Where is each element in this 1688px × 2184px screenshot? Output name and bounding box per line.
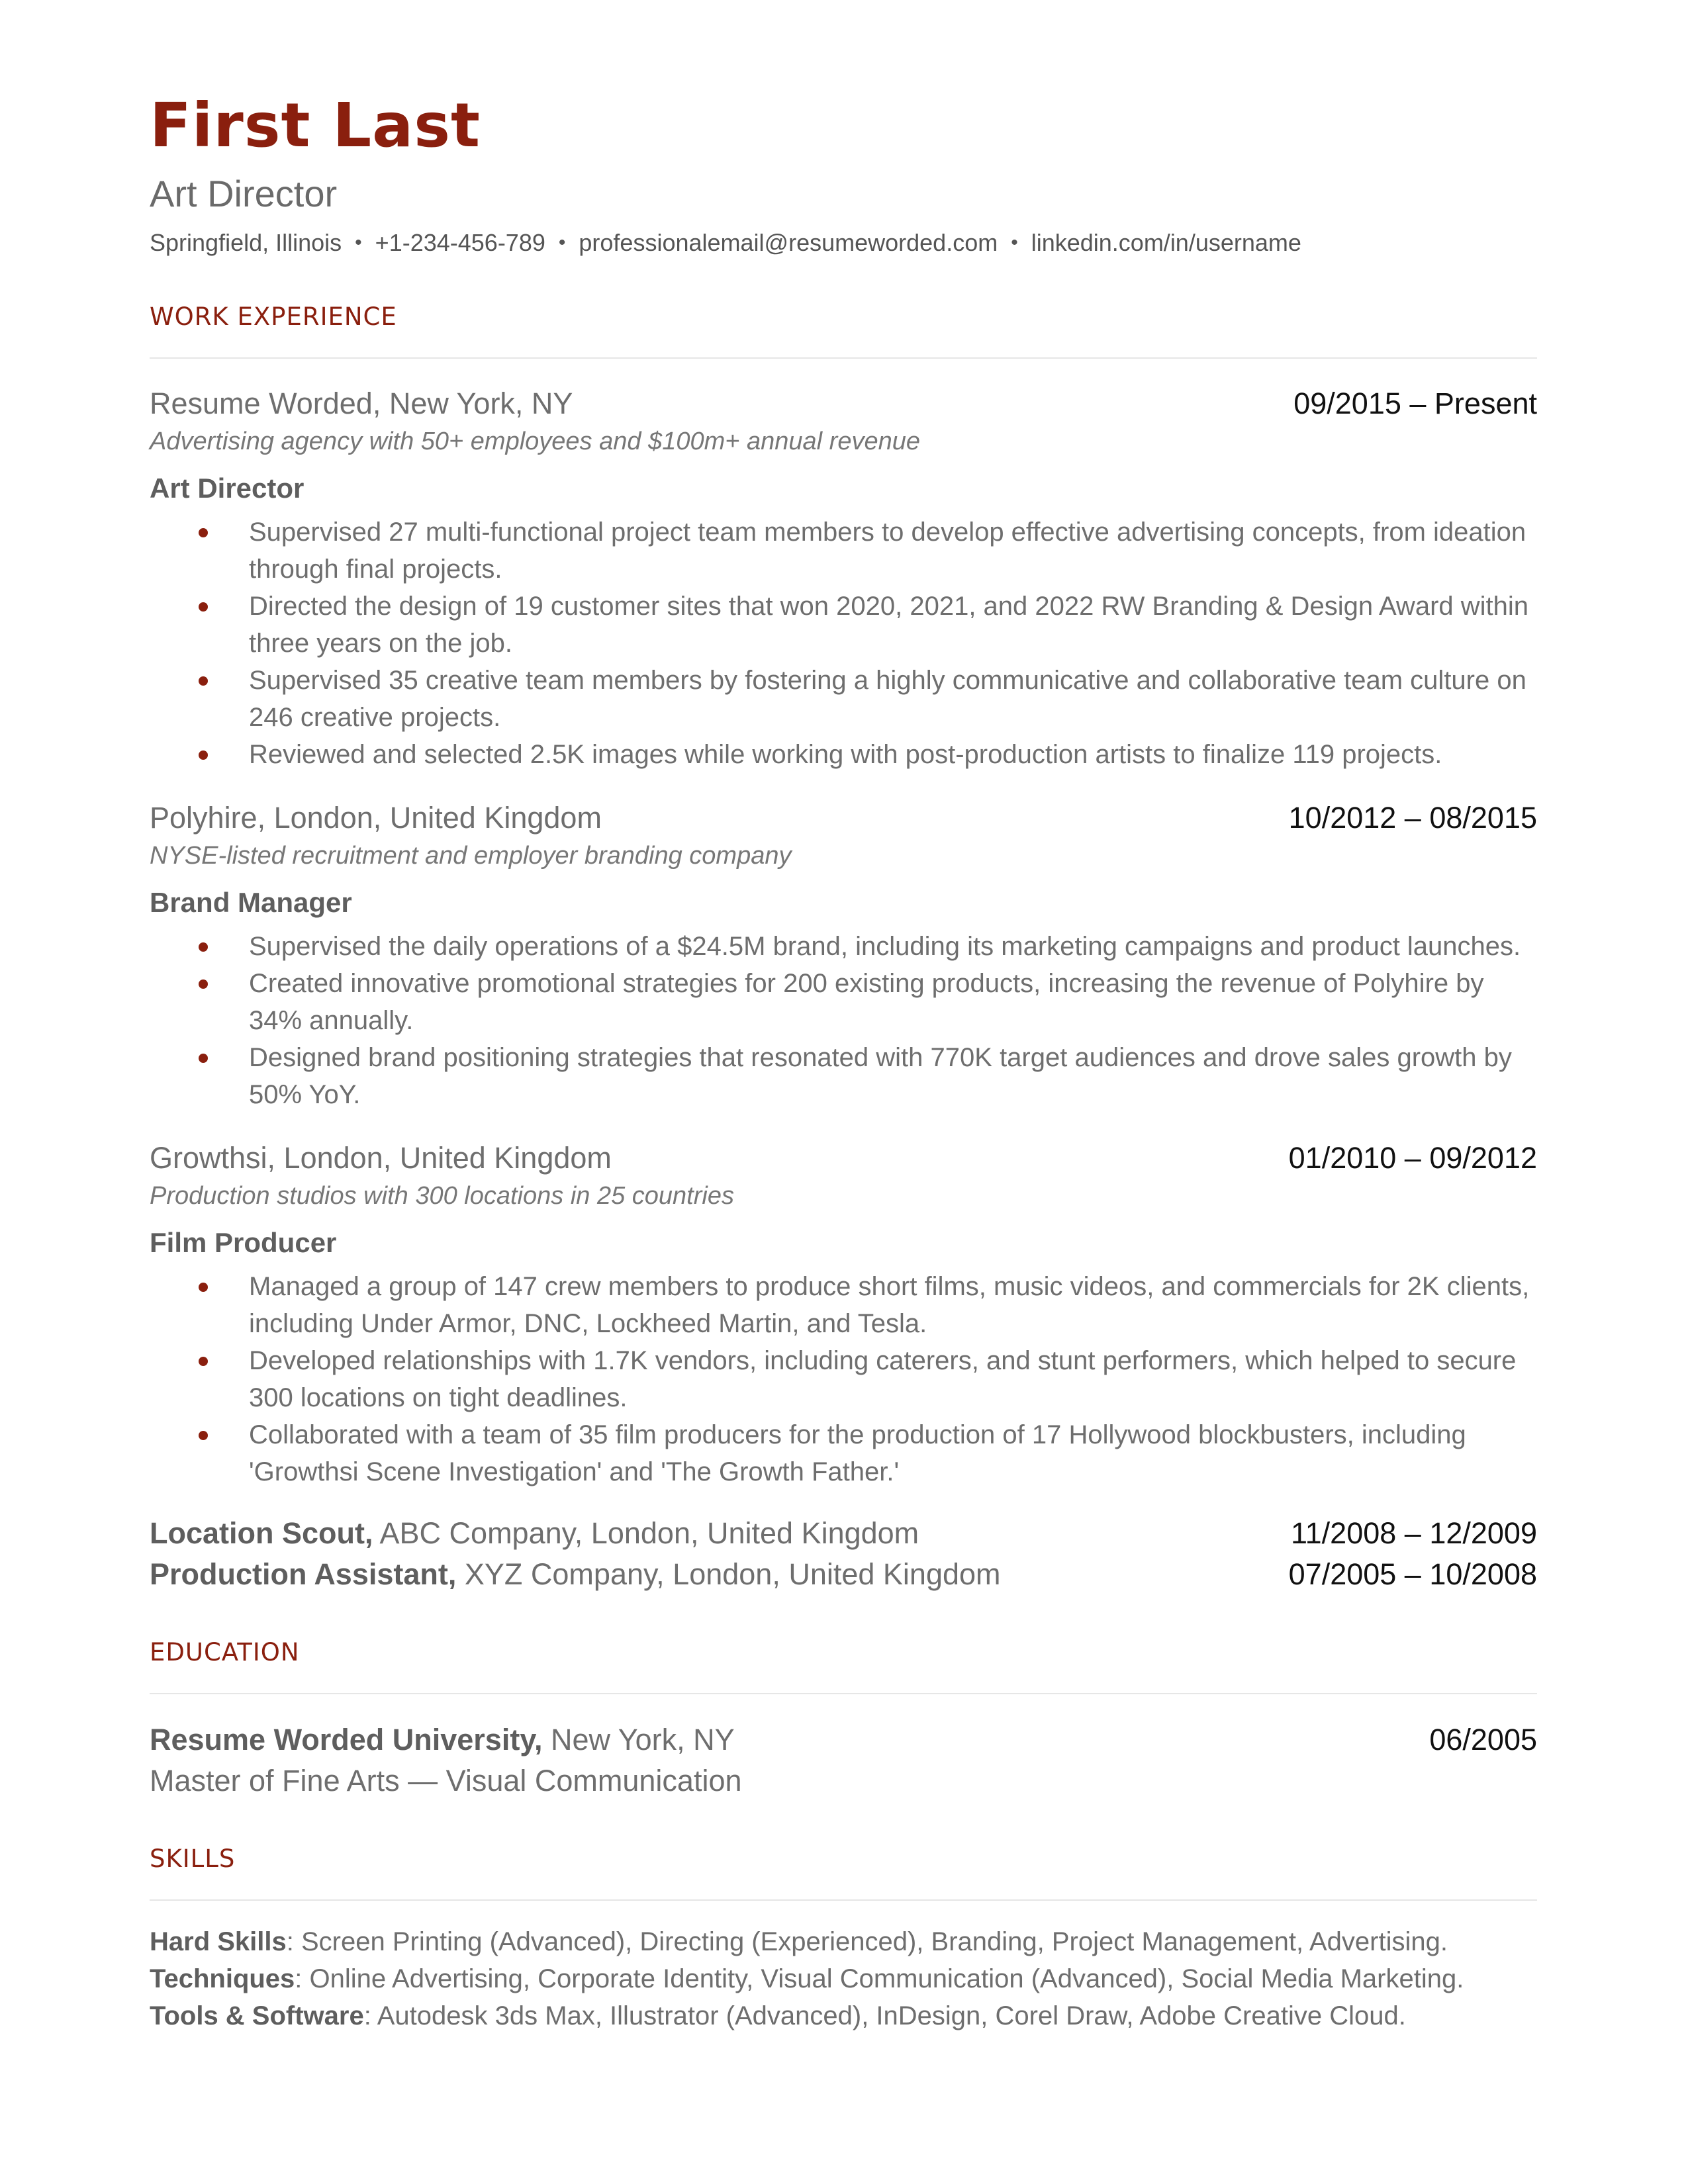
skill-text: : Online Advertising, Corporate Identity, Visual Communication (Advanced), Social Media Marketing. [295,1964,1464,1993]
skill-row [150,1997,1537,2034]
section-divider [150,357,1537,359]
skill-row [150,1923,1537,1960]
job-company-description: Advertising agency with 50+ employees and $100m+ annual revenue [150,428,920,455]
contact-separator: • [355,232,362,253]
job-header [150,1138,1537,1178]
section-title-skills: SKILLS [150,1844,236,1873]
contact-linkedin[interactable]: linkedin.com/in/username [1031,229,1301,256]
prior-role-company: XYZ Company, London, United Kingdom [456,1557,1001,1591]
prior-role-dates: 11/2008 – 12/2009 [1290,1516,1537,1550]
job-bullet [249,588,1537,662]
job-dates: 10/2012 – 08/2015 [1288,801,1537,835]
job-bullet [249,928,1537,965]
job-bullets [150,928,1537,1113]
job-bullet [249,514,1537,588]
bullet-dot-icon [199,676,208,686]
job-bullet [249,1268,1537,1342]
contact-separator: • [558,232,566,253]
bullet-dot-icon [199,528,208,537]
contact-separator: • [1011,232,1018,253]
bullet-text: Managed a group of 147 crew members to produce short films, music videos, and commercials for 2K clients, including Under Armor, DNC, Lockheed Martin, and Tesla. [249,1272,1530,1338]
job-company-description: NYSE-listed recruitment and employer branding company [150,842,792,870]
prior-role-row [150,1554,1537,1595]
candidate-name: First Last [150,90,481,161]
prior-roles [150,1513,1537,1595]
education-degree: Master of Fine Arts — Visual Communication [150,1764,742,1797]
bullet-text: Designed brand positioning strategies that resonated with 770K target audiences and drove sales growth by 50% YoY. [249,1043,1512,1109]
skill-label: Techniques [150,1964,295,1993]
job-header [150,384,1537,424]
bullet-text: Reviewed and selected 2.5K images while working with post-production artists to finalize 119 projects. [249,740,1442,769]
job-company: Polyhire, London, United Kingdom [150,801,602,835]
skill-text: : Screen Printing (Advanced), Directing (Experienced), Branding, Project Management, Advertising. [286,1927,1448,1956]
skill-text: : Autodesk 3ds Max, Illustrator (Advanced), InDesign, Corel Draw, Adobe Creative Cloud. [363,2001,1406,2030]
bullet-text: Developed relationships with 1.7K vendors, including caterers, and stunt performers, which helped to secure 300 locations on tight deadlines. [249,1346,1517,1412]
job-bullet [249,1416,1537,1490]
education-school: Resume Worded University, [150,1723,543,1756]
skill-label: Hard Skills [150,1927,287,1956]
job-entry [150,384,1537,773]
job-company: Growthsi, London, United Kingdom [150,1141,612,1175]
education-entry [150,1719,1537,1801]
job-company: Resume Worded, New York, NY [150,387,573,420]
prior-role-left [150,1554,1001,1595]
job-header [150,798,1537,838]
section-divider [150,1899,1537,1901]
contact-email[interactable]: professionalemail@resumeworded.com [579,229,998,256]
job-bullets [150,1268,1537,1490]
job-dates: 09/2015 – Present [1293,387,1537,420]
bullet-dot-icon [199,1283,208,1292]
job-role: Brand Manager [150,887,352,918]
job-dates: 01/2010 – 09/2012 [1288,1141,1537,1175]
education-school-line [150,1719,735,1760]
job-bullet [249,736,1537,773]
bullet-dot-icon [199,979,208,989]
bullet-text: Supervised 27 multi-functional project team members to develop effective advertising concepts, from ideation through final projects. [249,518,1526,584]
contact-location: Springfield, Illinois [150,229,342,256]
bullet-dot-icon [199,1357,208,1366]
candidate-title: Art Director [150,173,338,214]
prior-role-title: Production Assistant, [150,1557,457,1591]
prior-role-row [150,1513,1537,1554]
prior-role-left [150,1513,919,1554]
prior-role-dates: 07/2005 – 10/2008 [1288,1557,1537,1591]
bullet-text: Directed the design of 19 customer sites that won 2020, 2021, and 2022 RW Branding & Design Award within three years on the job. [249,592,1529,658]
section-divider [150,1693,1537,1694]
job-entry [150,798,1537,1113]
section-title-education: EDUCATION [150,1638,300,1666]
contact-phone: +1-234-456-789 [375,229,545,256]
bullet-dot-icon [199,942,208,952]
prior-role-company: ABC Company, London, United Kingdom [373,1516,919,1550]
job-bullets [150,514,1537,773]
job-role: Art Director [150,473,305,504]
contact-line [150,226,1537,259]
skill-row [150,1960,1537,1997]
job-entry [150,1138,1537,1490]
bullet-text: Collaborated with a team of 35 film producers for the production of 17 Hollywood blockbusters, including 'Growthsi Scene Investigation' and 'The Growth Father.' [249,1420,1466,1486]
prior-role-title: Location Scout, [150,1516,373,1550]
bullet-dot-icon [199,751,208,760]
job-bullet [249,662,1537,736]
bullet-text: Supervised 35 creative team members by fostering a highly communicative and collaborative team culture on 246 creative projects. [249,666,1526,732]
skill-label: Tools & Software [150,2001,364,2030]
education-location: New York, NY [542,1723,735,1756]
job-role: Film Producer [150,1227,337,1258]
skills-list [150,1923,1537,2034]
job-bullet [249,1039,1537,1113]
section-title-work-experience: WORK EXPERIENCE [150,302,397,331]
bullet-dot-icon [199,1431,208,1440]
job-bullet [249,1342,1537,1416]
education-date: 06/2005 [1429,1723,1537,1756]
bullet-dot-icon [199,1054,208,1063]
job-company-description: Production studios with 300 locations in 25 countries [150,1182,734,1210]
education-header [150,1719,1537,1760]
bullet-text: Supervised the daily operations of a $24.5M brand, including its marketing campaigns and product launches. [249,932,1521,961]
bullet-dot-icon [199,602,208,612]
bullet-text: Created innovative promotional strategies for 200 existing products, increasing the revenue of Polyhire by 34% annually. [249,969,1484,1035]
job-bullet [249,965,1537,1039]
